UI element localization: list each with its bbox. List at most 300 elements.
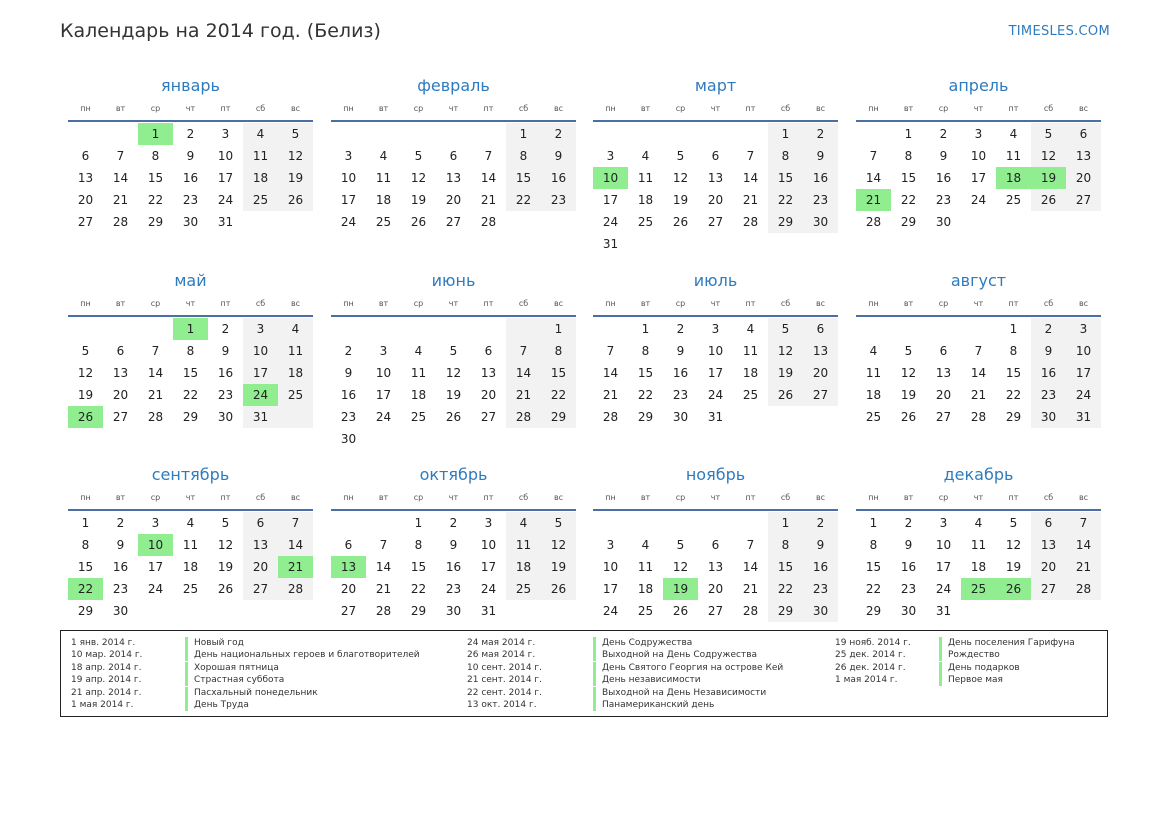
weekday-label: вс <box>553 299 564 308</box>
month-12 <box>856 456 1101 636</box>
day-cell: 2 <box>344 344 353 358</box>
legend-holiday-name: День Труда <box>185 699 249 711</box>
weekday-label: сб <box>518 104 529 113</box>
day-cell: 11 <box>182 538 199 552</box>
weekday-label: сб <box>255 104 266 113</box>
month-name: январь <box>161 76 220 95</box>
day-cell: 23 <box>217 388 234 402</box>
day-cell: 9 <box>554 149 563 163</box>
holiday-day: 19 <box>1031 167 1066 189</box>
day-cell: 12 <box>672 560 689 574</box>
day-cell: 10 <box>217 149 234 163</box>
day-cell: 19 <box>445 388 462 402</box>
weekday-label: вс <box>815 104 826 113</box>
day-cell: 27 <box>340 604 357 618</box>
weekday-label: вт <box>115 299 126 308</box>
day-cell: 19 <box>217 560 234 574</box>
holiday-day: 1 <box>173 318 208 340</box>
day-cell: 12 <box>445 366 462 380</box>
day-cell: 15 <box>147 171 164 185</box>
day-cell: 11 <box>252 149 269 163</box>
day-cell: 3 <box>484 516 493 530</box>
day-cell: 9 <box>449 538 458 552</box>
day-cell: 17 <box>480 560 497 574</box>
month-divider <box>593 315 838 317</box>
day-cell: 30 <box>217 410 234 424</box>
day-cell: 9 <box>116 538 125 552</box>
day-cell: 28 <box>147 410 164 424</box>
day-cell: 30 <box>900 604 917 618</box>
day-cell: 2 <box>676 322 685 336</box>
weekday-label: ср <box>675 104 686 113</box>
day-cell: 9 <box>816 149 825 163</box>
day-cell: 10 <box>252 344 269 358</box>
legend-holiday-name: День независимости <box>593 674 701 686</box>
day-cell: 5 <box>291 127 300 141</box>
day-cell: 5 <box>414 149 423 163</box>
weekday-label: сб <box>780 493 791 502</box>
legend-date: 24 мая 2014 г. <box>467 638 536 648</box>
month-divider <box>68 509 313 511</box>
weekday-label: чт <box>448 493 459 502</box>
day-cell: 30 <box>935 215 952 229</box>
month-divider <box>856 315 1101 317</box>
day-cell: 12 <box>672 171 689 185</box>
day-cell: 20 <box>1040 560 1057 574</box>
weekday-label: чт <box>185 493 196 502</box>
day-cell: 19 <box>1005 560 1022 574</box>
day-cell: 14 <box>287 538 304 552</box>
day-cell: 28 <box>865 215 882 229</box>
day-cell: 2 <box>816 516 825 530</box>
legend-holiday-name: День Содружества <box>593 637 692 649</box>
weekday-label: вт <box>378 104 389 113</box>
holiday-legend <box>60 630 1108 717</box>
day-cell: 18 <box>375 193 392 207</box>
weekday-header <box>856 493 1101 505</box>
day-cell: 30 <box>812 215 829 229</box>
day-cell: 21 <box>742 193 759 207</box>
weekday-label: вт <box>378 299 389 308</box>
weekday-label: вс <box>815 299 826 308</box>
weekday-label: ср <box>938 493 949 502</box>
day-cell: 6 <box>484 344 493 358</box>
legend-date: 21 апр. 2014 г. <box>71 687 142 698</box>
month-3 <box>593 67 838 251</box>
day-cell: 23 <box>550 193 567 207</box>
day-cell: 18 <box>287 366 304 380</box>
day-cell: 18 <box>865 388 882 402</box>
day-cell: 13 <box>707 560 724 574</box>
day-cell: 7 <box>1079 516 1088 530</box>
month-2 <box>331 67 576 247</box>
day-cell: 23 <box>112 582 129 596</box>
weekday-label: чт <box>448 104 459 113</box>
day-cell: 21 <box>375 582 392 596</box>
weekday-label: чт <box>973 299 984 308</box>
day-cell: 24 <box>375 410 392 424</box>
legend-holiday-name: Панамериканский день <box>593 699 714 711</box>
holiday-day: 13 <box>331 556 366 578</box>
day-cell: 3 <box>974 127 983 141</box>
holiday-day: 10 <box>593 167 628 189</box>
weekday-header <box>593 493 838 505</box>
day-cell: 10 <box>602 560 619 574</box>
weekday-label: пн <box>80 104 91 113</box>
site-link[interactable]: TIMESLES.COM <box>1008 24 1110 39</box>
day-cell: 16 <box>935 171 952 185</box>
day-cell: 8 <box>151 149 160 163</box>
day-cell: 4 <box>974 516 983 530</box>
day-cell: 27 <box>707 604 724 618</box>
day-cell: 6 <box>711 538 720 552</box>
day-cell: 9 <box>816 538 825 552</box>
day-cell: 7 <box>116 149 125 163</box>
day-cell: 22 <box>182 388 199 402</box>
day-cell: 23 <box>1040 388 1057 402</box>
day-cell: 17 <box>147 560 164 574</box>
month-7 <box>593 262 838 442</box>
day-cell: 15 <box>77 560 94 574</box>
day-cell: 27 <box>935 410 952 424</box>
day-cell: 13 <box>1075 149 1092 163</box>
day-cell: 16 <box>550 171 567 185</box>
day-cell: 3 <box>221 127 230 141</box>
day-cell: 31 <box>1075 410 1092 424</box>
day-cell: 4 <box>414 344 423 358</box>
day-cell: 7 <box>606 344 615 358</box>
day-cell: 29 <box>410 604 427 618</box>
month-divider <box>856 120 1101 122</box>
day-cell: 27 <box>1075 193 1092 207</box>
day-cell: 13 <box>707 171 724 185</box>
weekday-header <box>856 299 1101 311</box>
day-cell: 17 <box>217 171 234 185</box>
day-cell: 24 <box>970 193 987 207</box>
day-cell: 14 <box>1075 538 1092 552</box>
weekday-label: пт <box>483 104 494 113</box>
day-cell: 10 <box>935 538 952 552</box>
day-cell: 9 <box>939 149 948 163</box>
weekday-label: пт <box>483 299 494 308</box>
weekday-label: пн <box>605 493 616 502</box>
day-cell: 13 <box>77 171 94 185</box>
day-cell: 28 <box>375 604 392 618</box>
day-cell: 23 <box>445 582 462 596</box>
day-cell: 17 <box>375 388 392 402</box>
day-cell: 6 <box>256 516 265 530</box>
day-cell: 11 <box>637 171 654 185</box>
day-cell: 3 <box>344 149 353 163</box>
day-cell: 26 <box>777 388 794 402</box>
day-cell: 20 <box>935 388 952 402</box>
day-cell: 7 <box>746 149 755 163</box>
day-cell: 6 <box>81 149 90 163</box>
day-cell: 22 <box>637 388 654 402</box>
weekday-label: вт <box>903 493 914 502</box>
weekday-label: сб <box>1043 299 1054 308</box>
day-cell: 11 <box>1005 149 1022 163</box>
day-cell: 11 <box>865 366 882 380</box>
day-cell: 8 <box>554 344 563 358</box>
holiday-day: 24 <box>243 384 278 406</box>
weekday-label: пт <box>483 493 494 502</box>
day-cell: 27 <box>77 215 94 229</box>
day-cell: 30 <box>182 215 199 229</box>
day-cell: 14 <box>865 171 882 185</box>
day-cell: 2 <box>116 516 125 530</box>
weekday-label: ср <box>150 493 161 502</box>
day-cell: 24 <box>1075 388 1092 402</box>
holiday-day: 21 <box>278 556 313 578</box>
day-cell: 10 <box>970 149 987 163</box>
day-cell: 16 <box>900 560 917 574</box>
day-cell: 12 <box>77 366 94 380</box>
day-cell: 14 <box>480 171 497 185</box>
day-cell: 1 <box>414 516 423 530</box>
weekday-label: сб <box>518 493 529 502</box>
day-cell: 11 <box>742 344 759 358</box>
day-cell: 2 <box>221 322 230 336</box>
day-cell: 12 <box>550 538 567 552</box>
day-cell: 2 <box>449 516 458 530</box>
day-cell: 8 <box>186 344 195 358</box>
day-cell: 21 <box>1075 560 1092 574</box>
day-cell: 19 <box>77 388 94 402</box>
weekday-label: ср <box>413 104 424 113</box>
day-cell: 23 <box>812 582 829 596</box>
day-cell: 16 <box>812 560 829 574</box>
weekday-label: чт <box>448 299 459 308</box>
holiday-day: 25 <box>961 578 996 600</box>
day-cell: 20 <box>252 560 269 574</box>
day-cell: 1 <box>1009 322 1018 336</box>
day-cell: 29 <box>900 215 917 229</box>
day-cell: 10 <box>375 366 392 380</box>
weekday-header <box>68 104 313 116</box>
day-cell: 23 <box>182 193 199 207</box>
weekday-label: чт <box>710 104 721 113</box>
day-cell: 3 <box>939 516 948 530</box>
day-cell: 20 <box>707 193 724 207</box>
weekday-label: ср <box>413 493 424 502</box>
day-cell: 15 <box>900 171 917 185</box>
day-cell: 11 <box>287 344 304 358</box>
day-cell: 11 <box>970 538 987 552</box>
weekday-label: сб <box>1043 104 1054 113</box>
day-cell: 28 <box>480 215 497 229</box>
day-cell: 19 <box>672 193 689 207</box>
weekday-label: ср <box>938 104 949 113</box>
day-cell: 2 <box>816 127 825 141</box>
day-cell: 15 <box>637 366 654 380</box>
weekday-label: сб <box>255 299 266 308</box>
day-cell: 16 <box>217 366 234 380</box>
day-cell: 24 <box>340 215 357 229</box>
day-cell: 30 <box>112 604 129 618</box>
day-cell: 28 <box>970 410 987 424</box>
day-cell: 4 <box>519 516 528 530</box>
day-cell: 22 <box>865 582 882 596</box>
day-cell: 20 <box>1075 171 1092 185</box>
day-cell: 25 <box>637 604 654 618</box>
legend-holiday-name: Страстная суббота <box>185 674 284 686</box>
weekday-label: вт <box>903 299 914 308</box>
holiday-day: 21 <box>856 189 891 211</box>
day-cell: 21 <box>970 388 987 402</box>
weekday-label: пт <box>1008 104 1019 113</box>
weekday-label: вт <box>115 493 126 502</box>
day-cell: 18 <box>637 193 654 207</box>
weekday-header <box>331 104 576 116</box>
weekday-label: сб <box>780 299 791 308</box>
day-cell: 25 <box>182 582 199 596</box>
day-cell: 26 <box>672 215 689 229</box>
day-cell: 22 <box>777 193 794 207</box>
day-cell: 29 <box>77 604 94 618</box>
holiday-day: 18 <box>996 167 1031 189</box>
day-cell: 21 <box>515 388 532 402</box>
day-cell: 27 <box>812 388 829 402</box>
month-name: август <box>950 271 1007 290</box>
day-cell: 31 <box>935 604 952 618</box>
day-cell: 21 <box>480 193 497 207</box>
weekday-label: чт <box>973 493 984 502</box>
day-cell: 12 <box>287 149 304 163</box>
weekday-label: вт <box>640 493 651 502</box>
day-cell: 31 <box>217 215 234 229</box>
month-6 <box>331 262 576 446</box>
day-cell: 27 <box>445 215 462 229</box>
day-cell: 19 <box>777 366 794 380</box>
day-cell: 1 <box>781 127 790 141</box>
day-cell: 26 <box>550 582 567 596</box>
weekday-label: пт <box>745 104 756 113</box>
weekday-label: пт <box>1008 493 1019 502</box>
day-cell: 12 <box>1005 538 1022 552</box>
day-cell: 22 <box>1005 388 1022 402</box>
day-cell: 14 <box>375 560 392 574</box>
legend-date: 10 мар. 2014 г. <box>71 650 143 661</box>
day-cell: 16 <box>672 366 689 380</box>
day-cell: 8 <box>869 538 878 552</box>
day-cell: 17 <box>252 366 269 380</box>
day-cell: 27 <box>707 215 724 229</box>
weekday-header <box>593 104 838 116</box>
day-cell: 25 <box>515 582 532 596</box>
weekday-label: пн <box>80 299 91 308</box>
day-cell: 23 <box>935 193 952 207</box>
day-cell: 3 <box>1079 322 1088 336</box>
day-cell: 11 <box>375 171 392 185</box>
weekday-label: пн <box>80 493 91 502</box>
weekday-label: пн <box>343 299 354 308</box>
weekday-label: ср <box>413 299 424 308</box>
month-divider <box>856 509 1101 511</box>
day-cell: 8 <box>904 149 913 163</box>
day-cell: 31 <box>480 604 497 618</box>
weekday-label: пн <box>343 104 354 113</box>
weekday-label: ср <box>938 299 949 308</box>
month-name: октябрь <box>419 465 488 484</box>
day-cell: 6 <box>116 344 125 358</box>
day-cell: 28 <box>287 582 304 596</box>
day-cell: 13 <box>112 366 129 380</box>
day-cell: 5 <box>449 344 458 358</box>
day-cell: 17 <box>340 193 357 207</box>
day-cell: 30 <box>340 432 357 446</box>
day-cell: 14 <box>147 366 164 380</box>
month-divider <box>68 120 313 122</box>
weekday-label: вс <box>1078 299 1089 308</box>
day-cell: 29 <box>777 604 794 618</box>
month-divider <box>331 509 576 511</box>
day-cell: 23 <box>900 582 917 596</box>
weekday-label: пт <box>220 493 231 502</box>
legend-date: 18 апр. 2014 г. <box>71 662 142 673</box>
weekday-label: ср <box>675 299 686 308</box>
legend-holiday-name: Первое мая <box>939 674 1003 686</box>
day-cell: 31 <box>252 410 269 424</box>
day-cell: 14 <box>742 560 759 574</box>
day-cell: 7 <box>746 538 755 552</box>
day-cell: 4 <box>186 516 195 530</box>
day-cell: 9 <box>904 538 913 552</box>
month-divider <box>593 120 838 122</box>
day-cell: 7 <box>484 149 493 163</box>
day-cell: 7 <box>291 516 300 530</box>
day-cell: 1 <box>81 516 90 530</box>
day-cell: 9 <box>344 366 353 380</box>
legend-holiday-name: Выходной на День Независимости <box>593 687 766 699</box>
holiday-day: 26 <box>68 406 103 428</box>
month-name: декабрь <box>943 465 1014 484</box>
day-cell: 2 <box>1044 322 1053 336</box>
day-cell: 2 <box>554 127 563 141</box>
weekday-header <box>68 299 313 311</box>
day-cell: 29 <box>182 410 199 424</box>
day-cell: 16 <box>340 388 357 402</box>
day-cell: 24 <box>935 582 952 596</box>
day-cell: 24 <box>602 215 619 229</box>
day-cell: 31 <box>602 237 619 251</box>
weekday-label: вс <box>553 493 564 502</box>
day-cell: 25 <box>637 215 654 229</box>
day-cell: 20 <box>112 388 129 402</box>
day-cell: 29 <box>637 410 654 424</box>
day-cell: 19 <box>410 193 427 207</box>
day-cell: 4 <box>641 149 650 163</box>
day-cell: 27 <box>480 410 497 424</box>
day-cell: 17 <box>602 193 619 207</box>
day-cell: 6 <box>711 149 720 163</box>
day-cell: 27 <box>252 582 269 596</box>
day-cell: 28 <box>742 604 759 618</box>
day-cell: 15 <box>865 560 882 574</box>
legend-date: 25 дек. 2014 г. <box>835 650 906 661</box>
day-cell: 26 <box>1040 193 1057 207</box>
day-cell: 18 <box>742 366 759 380</box>
day-cell: 3 <box>379 344 388 358</box>
weekday-label: вт <box>903 104 914 113</box>
legend-date: 26 дек. 2014 г. <box>835 662 906 673</box>
day-cell: 14 <box>742 171 759 185</box>
day-cell: 5 <box>81 344 90 358</box>
legend-date: 21 сент. 2014 г. <box>467 675 543 686</box>
day-cell: 5 <box>1009 516 1018 530</box>
legend-holiday-name: Новый год <box>185 637 244 649</box>
day-cell: 14 <box>970 366 987 380</box>
